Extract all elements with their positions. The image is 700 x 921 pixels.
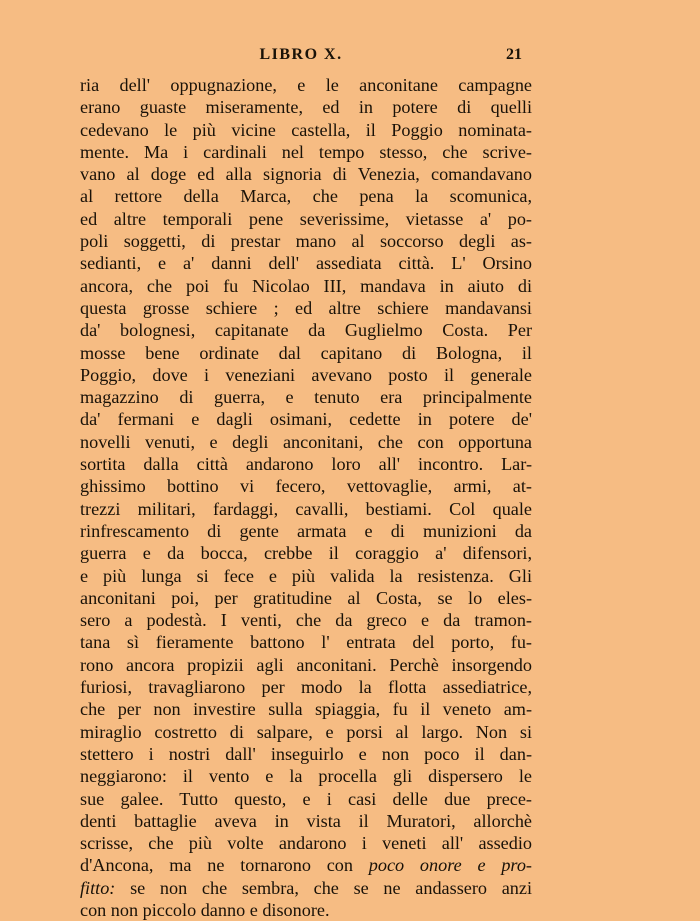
text-line: anconitani poi, per gratitudine al Costa, se lo eles-	[80, 587, 532, 608]
text-run: d'Ancona, ma ne tornarono con	[80, 855, 369, 876]
text-line: sero a podestà. I venti, che da greco e da tramon-	[80, 610, 532, 631]
text-line: da' bolognesi, capitanate da Guglielmo Costa. Per	[80, 320, 532, 341]
text-line: poli soggetti, di prestar mano al soccorso degli as-	[80, 231, 532, 252]
text-line: sortita dalla città andarono loro all' incontro. Lar-	[80, 454, 532, 475]
italic-run: poco onore e pro-	[368, 855, 532, 876]
text-line: mosse bene ordinate dal capitano di Bologna, il	[80, 342, 532, 363]
text-line: Poggio, dove i veneziani avevano posto il generale	[80, 364, 532, 385]
text-line: ria dell' oppugnazione, e le anconitane campagne	[80, 75, 532, 95]
body-text	[80, 74, 532, 921]
text-line: denti battaglie aveva in vista il Muratori, allorchè	[80, 810, 532, 831]
text-line: rinfrescamento di gente armata e di munizioni da	[80, 520, 532, 541]
text-run: se non che sembra, che se ne andassero anzi	[115, 877, 532, 898]
page-header	[80, 46, 522, 68]
text-line: trezzi militari, fardaggi, cavalli, bestiami. Col quale	[80, 498, 532, 519]
text-line: erano guaste miseramente, ed in potere di quelli	[80, 97, 532, 118]
text-line: rono ancora propizii agli anconitani. Perchè insorgendo	[80, 654, 532, 675]
text-line	[80, 854, 532, 876]
text-line: stettero i nostri dall' inseguirlo e non poco il dan-	[80, 743, 532, 764]
text-line: novelli venuti, e degli anconitani, che con opportuna	[80, 431, 532, 452]
text-line: cedevano le più vicine castella, il Poggio nominata-	[80, 119, 532, 140]
text-line: mente. Ma i cardinali nel tempo stesso, che scrive-	[80, 141, 532, 162]
text-line: e più lunga si fece e più valida la resistenza. Gli	[80, 565, 532, 586]
text-line: scrisse, che più volte andarono i veneti all' assedio	[80, 833, 532, 854]
running-title: LIBRO X.	[259, 46, 343, 63]
text-line-last: con non piccolo danno e disonore.	[80, 899, 330, 920]
text-line: sedianti, e a' danni dell' assediata città. L' Orsino	[80, 253, 532, 274]
text-line: al rettore della Marca, che pena la scomunica,	[80, 186, 532, 207]
text-line: vano al doge ed alla signoria di Venezia, comandavano	[80, 164, 532, 185]
text-line: furiosi, travagliarono per modo la flotta assediatrice,	[80, 677, 532, 698]
text-line: sue galee. Tutto questo, e i casi delle due prece-	[80, 788, 532, 809]
italic-run: fitto:	[80, 877, 116, 898]
text-line: magazzino di guerra, e tenuto era principalmente	[80, 387, 532, 408]
text-line	[80, 877, 532, 899]
page-number: 21	[506, 46, 522, 63]
text-line: che per non investire sulla spiaggia, fu il veneto am-	[80, 699, 532, 720]
text-line: ghissimo bottino vi fecero, vettovaglie, armi, at-	[80, 476, 532, 497]
text-line: ed altre temporali pene severissime, vietasse a' po-	[80, 208, 532, 229]
text-line: tana sì fieramente battono l' entrata del porto, fu-	[80, 632, 532, 653]
text-line: neggiarono: il vento e la procella gli dispersero le	[80, 766, 532, 787]
text-line: guerra e da bocca, crebbe il coraggio a' difensori,	[80, 543, 532, 564]
text-line: da' fermani e dagli osimani, cedette in potere de'	[80, 409, 532, 430]
text-line: ancora, che poi fu Nicolao III, mandava in aiuto di	[80, 275, 532, 296]
text-line: miraglio costretto di salpare, e porsi al largo. Non si	[80, 721, 532, 742]
text-line: questa grosse schiere ; ed altre schiere mandavansi	[80, 297, 532, 318]
